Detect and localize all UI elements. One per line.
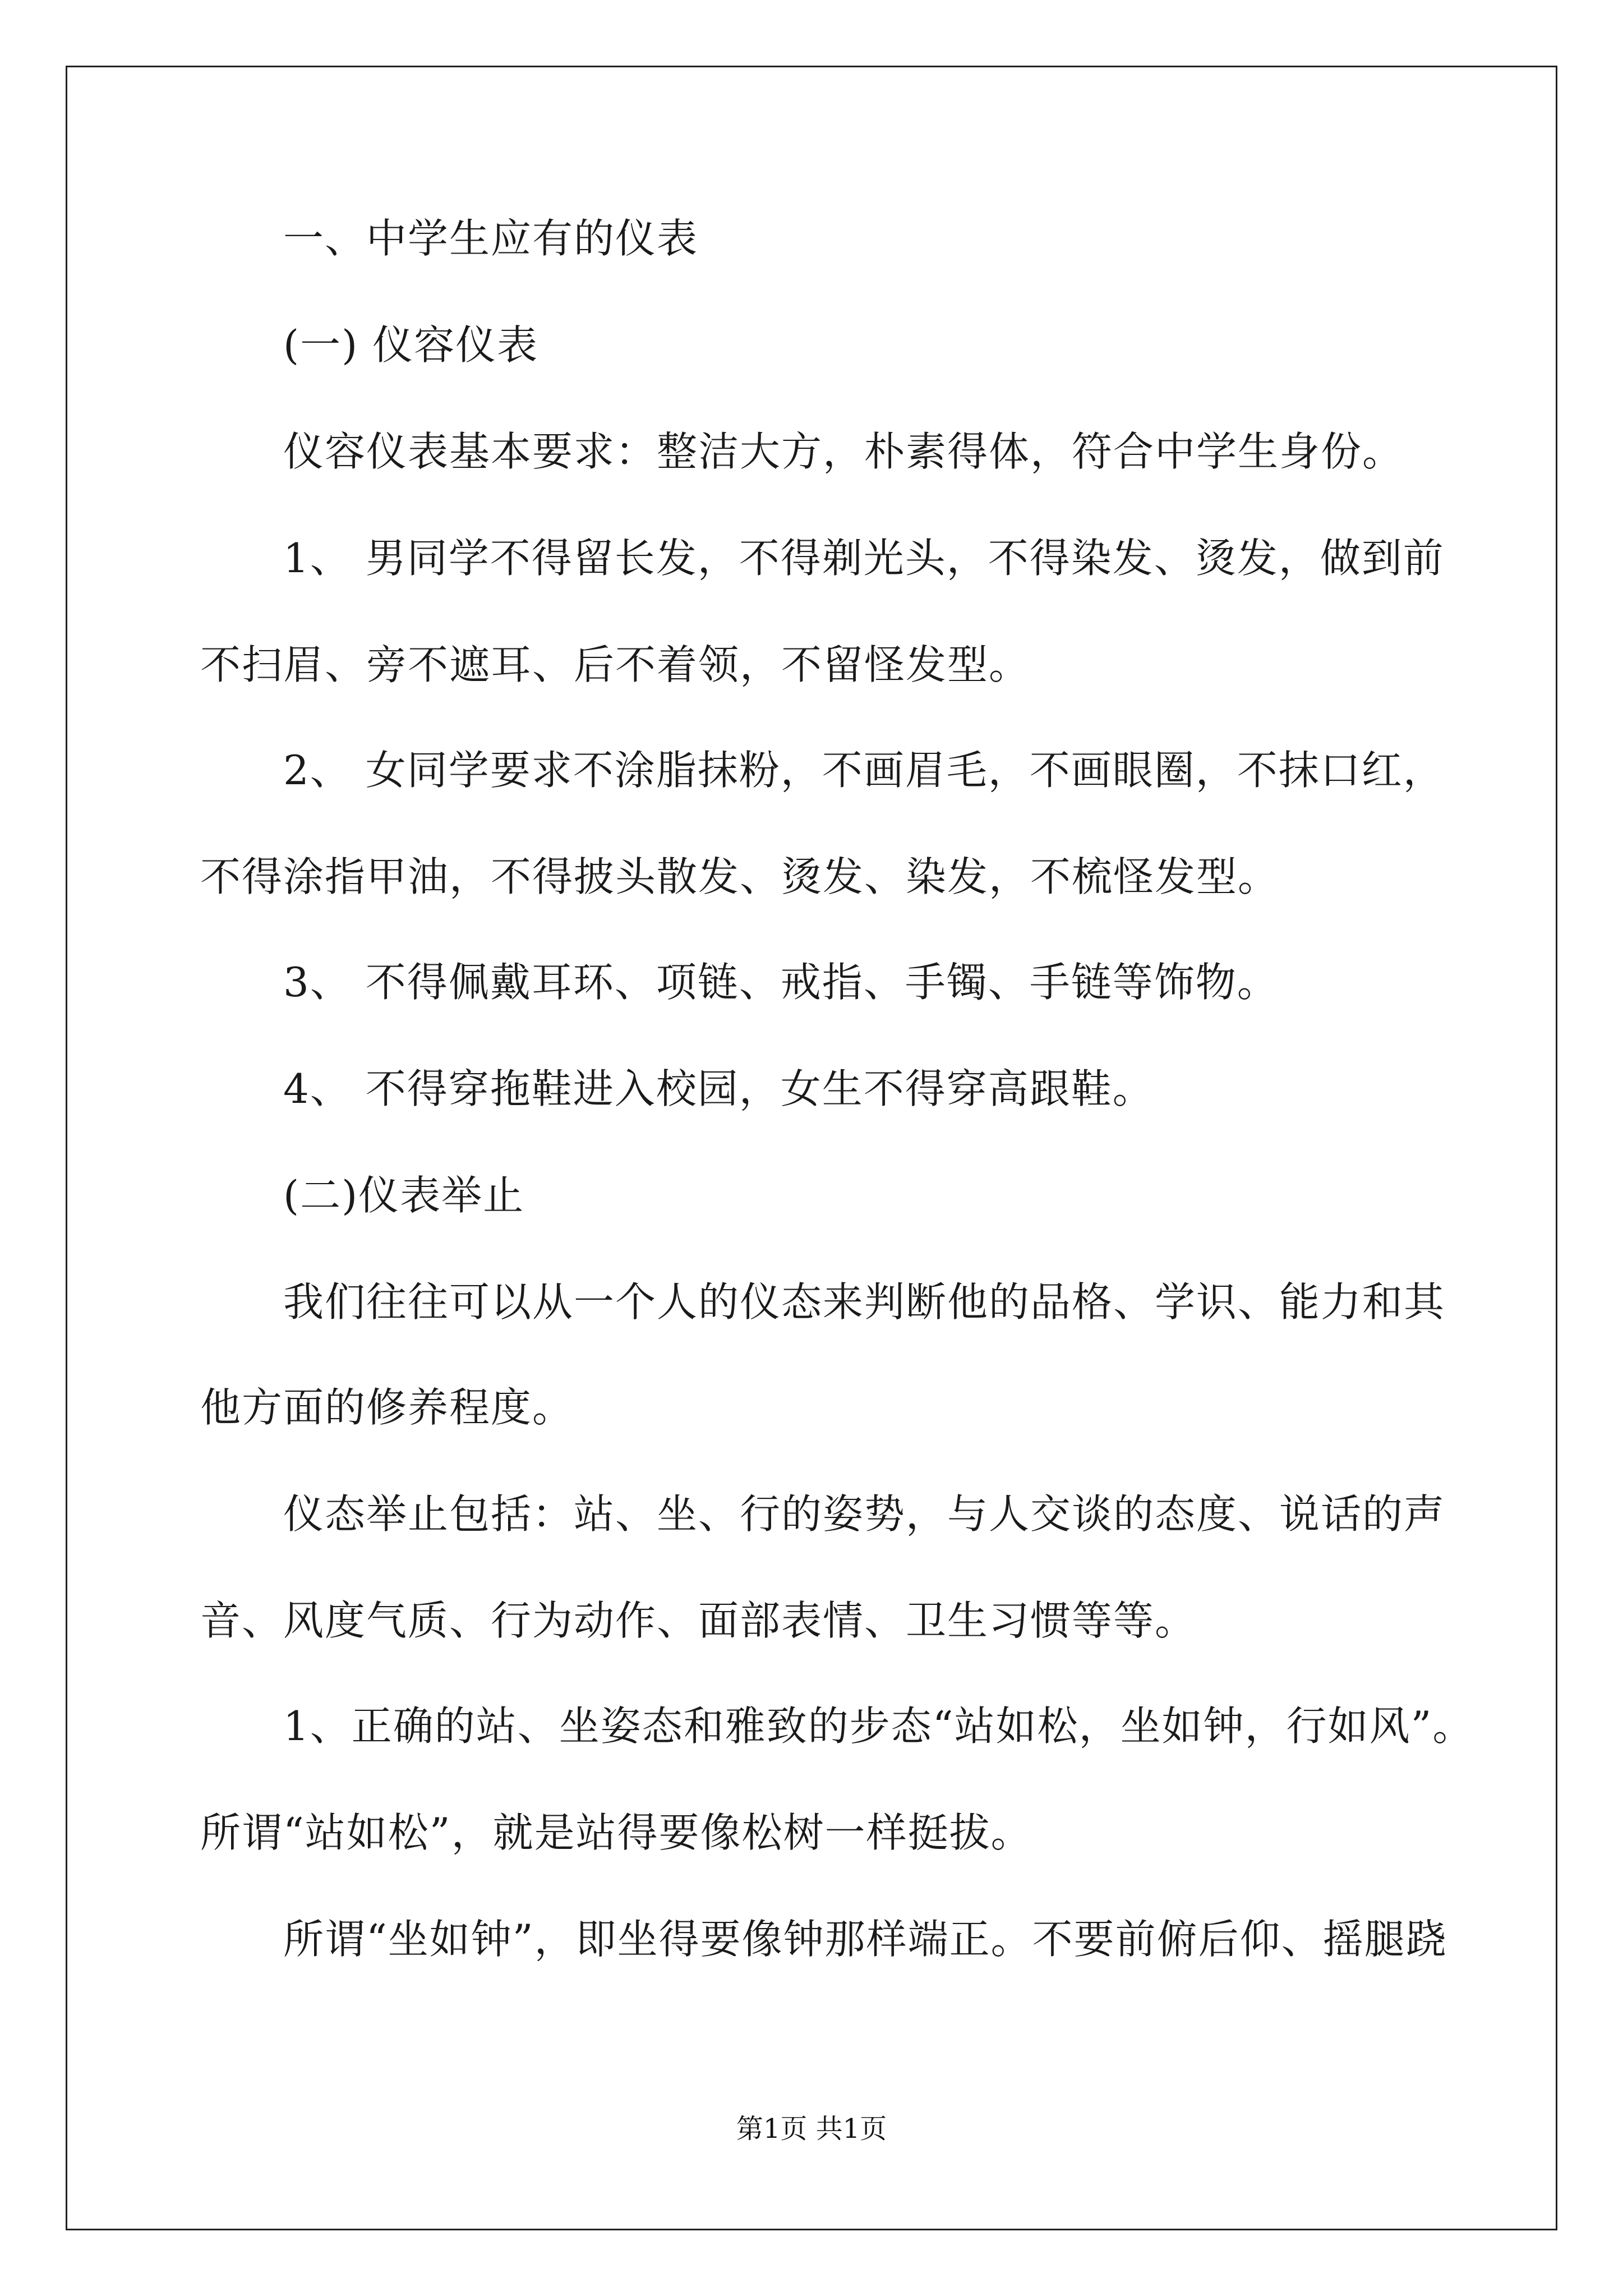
paragraph-line: 他方面的修养程度。	[200, 1384, 574, 1431]
paragraph-line: 我们往往可以从一个人的仪态来判断他的品格、学识、能力和其	[283, 1278, 1446, 1326]
subsection-heading: (一) 仪容仪表	[283, 321, 539, 369]
paragraph-line: 所谓“站如松”，就是站得要像松树一样挺拔。	[200, 1809, 1032, 1856]
paragraph-line: 不得涂指甲油，不得披头散发、烫发、染发，不梳怪发型。	[200, 853, 1280, 900]
subsection-heading: (二)仪表举止	[283, 1172, 525, 1219]
paragraph-line: 1、正确的站、坐姿态和雅致的步态“站如松，坐如钟，行如风”。	[283, 1703, 1474, 1750]
paragraph-line: 3、 不得佩戴耳环、项链、戒指、手镯、手链等饰物。	[283, 959, 1279, 1006]
page-footer: 第1页 共1页	[736, 2113, 887, 2145]
paragraph-line: 所谓“坐如钟”，即坐得要像钟那样端正。不要前俯后仰、摇腿跷	[283, 1916, 1447, 1963]
paragraph-line: 音、风度气质、行为动作、面部表情、卫生习惯等等。	[200, 1597, 1197, 1644]
paragraph-line: 仪容仪表基本要求：整洁大方，朴素得体，符合中学生身份。	[283, 428, 1404, 475]
paragraph-line: 2、 女同学要求不涂脂抹粉，不画眉毛，不画眼圈，不抹口红，	[283, 747, 1445, 794]
section-heading: 一、中学生应有的仪表	[283, 215, 699, 262]
paragraph-line: 仪态举止包括：站、坐、行的姿势，与人交谈的态度、说话的声	[283, 1490, 1446, 1538]
paragraph-line: 1、 男同学不得留长发，不得剃光头，不得染发、烫发，做到前	[283, 535, 1445, 582]
page-border	[66, 66, 1557, 2230]
paragraph-line: 4、 不得穿拖鞋进入校园，女生不得穿高跟鞋。	[283, 1065, 1154, 1112]
paragraph-line: 不扫眉、旁不遮耳、后不着领，不留怪发型。	[200, 641, 1031, 688]
